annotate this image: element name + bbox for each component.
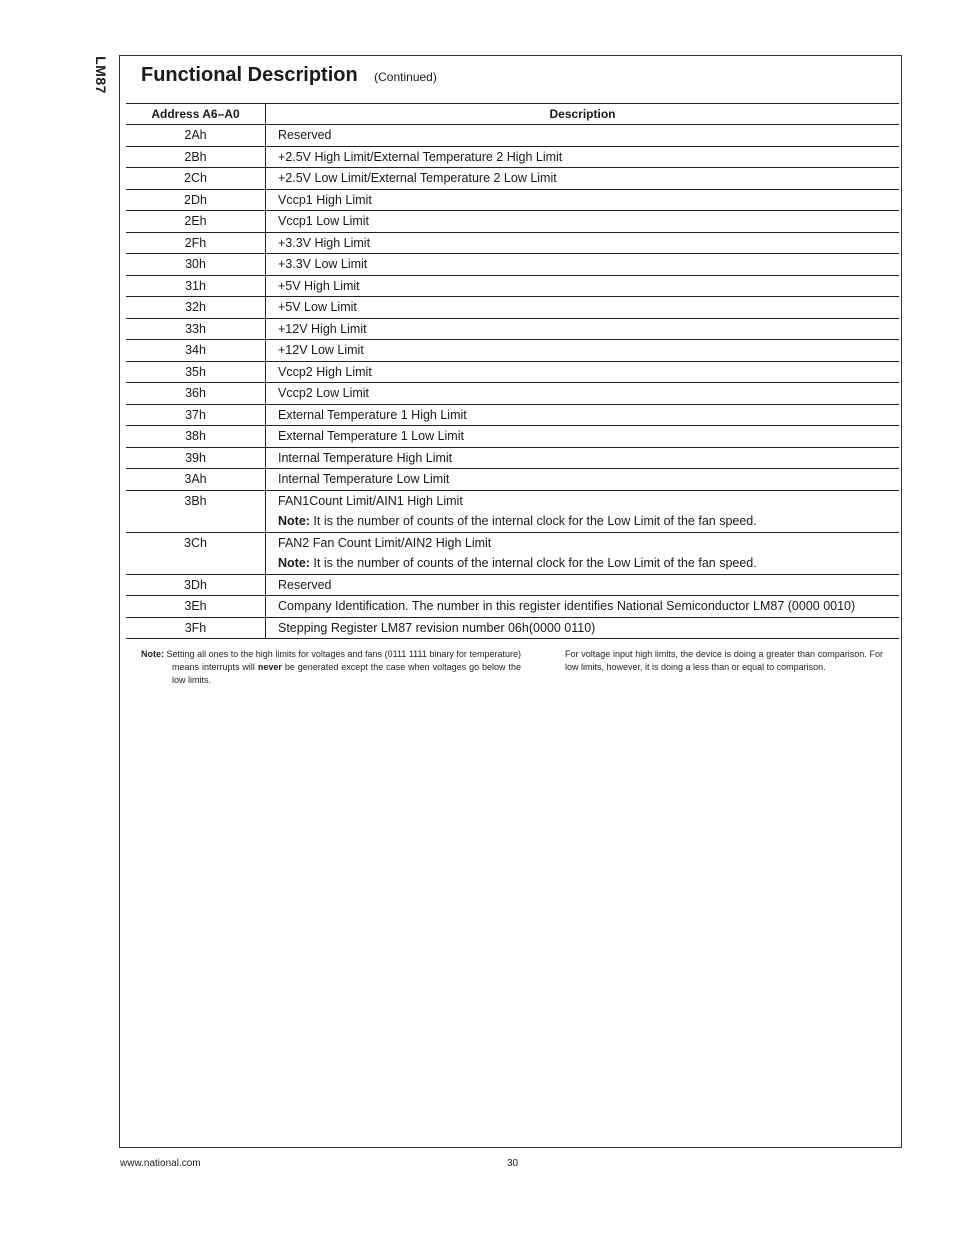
register-address: 34h — [126, 340, 266, 362]
register-description: +12V High Limit — [278, 321, 367, 336]
table-row — [126, 211, 899, 233]
register-description: Vccp1 Low Limit — [278, 214, 370, 228]
register-description-cell — [266, 254, 900, 276]
register-table — [126, 103, 899, 639]
note-right: For voltage input high limits, the device is doing a greater than comparison. For low limits, however, it is doing a less than or equal to comparison. — [565, 649, 883, 672]
register-description-cell — [266, 617, 900, 639]
register-description-cell — [266, 211, 900, 233]
register-description: Vccp2 High Limit — [278, 364, 372, 379]
register-address: 37h — [126, 404, 266, 426]
table-row — [126, 340, 899, 362]
register-description: Vccp1 High Limit — [278, 192, 372, 207]
register-description-cell — [266, 318, 900, 340]
register-description: External Temperature 1 High Limit — [278, 407, 467, 422]
register-description: External Temperature 1 Low Limit — [278, 429, 464, 443]
table-row — [126, 275, 899, 297]
table-row — [126, 426, 899, 448]
footer-page-number: 30 — [507, 1158, 519, 1169]
note-emphasis: never — [257, 662, 282, 672]
register-address: 2Fh — [126, 232, 266, 254]
register-description: Internal Temperature Low Limit — [278, 472, 450, 486]
register-description: +2.5V Low Limit/External Temperature 2 Low Limit — [278, 171, 557, 185]
side-part-label — [90, 52, 112, 98]
register-description-cell — [266, 383, 900, 405]
register-description-cell — [266, 125, 900, 147]
register-description: Vccp2 Low Limit — [278, 386, 370, 400]
register-address: 38h — [126, 426, 266, 448]
register-description: +12V Low Limit — [278, 343, 364, 357]
column-header-address: Address A6–A0 — [126, 104, 266, 125]
register-description: Company Identification. The number in this register identifies National Semiconductor LM87 (0000 0010) — [278, 599, 856, 613]
register-address: 2Dh — [126, 189, 266, 211]
table-header-row — [126, 104, 899, 125]
note-text-part-1: Setting all ones to the high limits for voltages and fans (0111 1111 binary for temperature) means interrupts will — [164, 649, 521, 672]
register-address: 3Ah — [126, 469, 266, 491]
register-description-cell — [266, 232, 900, 254]
register-description: FAN2 Fan Count Limit/AIN2 High Limit — [278, 535, 492, 550]
register-address: 2Eh — [126, 211, 266, 233]
register-description-cell — [266, 168, 900, 190]
register-note-label: Note: — [278, 514, 310, 528]
table-row — [126, 125, 899, 147]
table-row — [126, 189, 899, 211]
register-address: 3Bh — [126, 490, 266, 532]
register-address: 33h — [126, 318, 266, 340]
page-title: Functional Description — [141, 64, 358, 86]
register-address: 2Ch — [126, 168, 266, 190]
register-description-cell — [266, 189, 900, 211]
register-address: 2Bh — [126, 146, 266, 168]
table-row — [126, 297, 899, 319]
register-description: +3.3V Low Limit — [278, 257, 368, 271]
table-row — [126, 361, 899, 383]
register-address: 2Ah — [126, 125, 266, 147]
table-row — [126, 617, 899, 639]
note-left — [141, 648, 521, 687]
register-note — [278, 553, 871, 574]
register-address: 31h — [126, 275, 266, 297]
register-description: +2.5V High Limit/External Temperature 2 High Limit — [278, 149, 563, 164]
table-row — [126, 596, 899, 618]
register-address: 30h — [126, 254, 266, 276]
register-address: 3Ch — [126, 532, 266, 574]
register-description-cell — [266, 146, 900, 168]
register-description: FAN1Count Limit/AIN1 High Limit — [278, 493, 463, 508]
register-note — [278, 511, 871, 532]
register-description: Reserved — [278, 577, 332, 592]
register-description-cell — [266, 404, 900, 426]
register-description-cell — [266, 340, 900, 362]
register-description: +3.3V High Limit — [278, 235, 371, 250]
register-description-cell — [266, 469, 900, 491]
register-description: +5V Low Limit — [278, 300, 357, 314]
table-row — [126, 383, 899, 405]
table-row — [126, 232, 899, 254]
register-description-cell — [266, 490, 900, 532]
continued-label: (Continued) — [374, 70, 437, 84]
register-note-text: It is the number of counts of the internal clock for the Low Limit of the fan speed. — [309, 514, 757, 528]
register-description-cell — [266, 275, 900, 297]
column-header-description: Description — [266, 104, 900, 125]
register-address: 39h — [126, 447, 266, 469]
table-row — [126, 490, 899, 532]
section-heading — [141, 64, 437, 87]
table-row — [126, 532, 899, 574]
register-description: Internal Temperature High Limit — [278, 450, 453, 465]
register-address: 35h — [126, 361, 266, 383]
register-table-body — [126, 125, 899, 639]
footer-website: www.national.com — [120, 1158, 201, 1169]
register-address: 3Dh — [126, 574, 266, 596]
note-text-part-2: be generated except the case when voltages go below the low limits. — [172, 662, 521, 685]
table-row — [126, 447, 899, 469]
register-address: 3Fh — [126, 617, 266, 639]
register-description: +5V High Limit — [278, 278, 360, 293]
note-label: Note: — [141, 649, 164, 659]
register-description: Stepping Register LM87 revision number 06h(0000 0110) — [278, 620, 596, 635]
register-description-cell — [266, 297, 900, 319]
register-description-cell — [266, 447, 900, 469]
register-description-cell — [266, 426, 900, 448]
register-address: 32h — [126, 297, 266, 319]
table-row — [126, 318, 899, 340]
table-row — [126, 404, 899, 426]
register-description-cell — [266, 596, 900, 618]
register-description-cell — [266, 574, 900, 596]
table-row — [126, 574, 899, 596]
table-row — [126, 146, 899, 168]
register-description-cell — [266, 361, 900, 383]
part-number: LM87 — [93, 56, 110, 94]
register-description: Reserved — [278, 128, 332, 142]
register-address: 36h — [126, 383, 266, 405]
register-description-cell — [266, 532, 900, 574]
register-note-text: It is the number of counts of the internal clock for the Low Limit of the fan speed. — [309, 556, 757, 570]
register-note-label: Note: — [278, 556, 310, 570]
register-address: 3Eh — [126, 596, 266, 618]
table-row — [126, 469, 899, 491]
table-row — [126, 168, 899, 190]
table-row — [126, 254, 899, 276]
